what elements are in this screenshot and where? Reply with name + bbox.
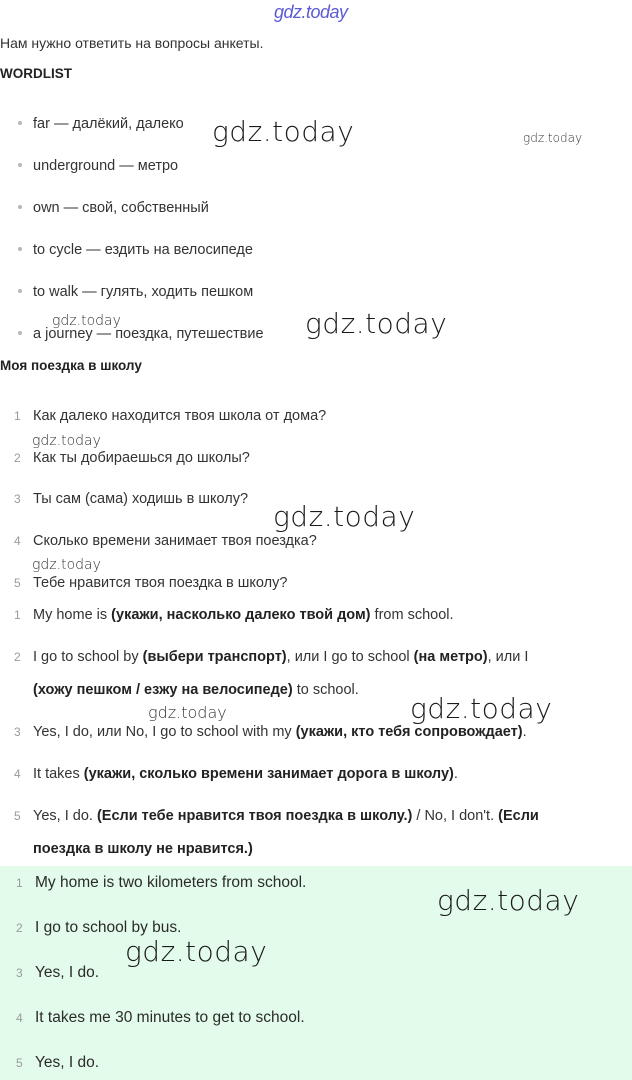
watermark: gdz.today	[273, 500, 416, 533]
watermark: gdz.today	[523, 131, 583, 145]
bullet-icon	[18, 205, 22, 209]
watermark: gdz.today	[32, 557, 101, 573]
template-item-continuation: поездка в школу не нравится.)	[33, 841, 253, 857]
template-item: 4 It takes (укажи, сколько времени занимает дорога в школу).	[14, 766, 458, 782]
question-item: 5 Тебе нравится твоя поездка в школу?	[14, 575, 288, 591]
wordlist-item: own — свой, собственный	[18, 200, 209, 216]
bullet-icon	[18, 331, 22, 335]
watermark: gdz.today	[125, 935, 268, 968]
watermark: gdz.today	[305, 307, 448, 340]
template-item-continuation: (хожу пешком / езжу на велосипеде) to school.	[33, 682, 359, 698]
wordlist-heading: WORDLIST	[0, 66, 72, 81]
questions-heading: Моя поездка в школу	[0, 358, 142, 373]
wordlist-item: underground — метро	[18, 158, 178, 174]
watermark: gdz.today	[410, 692, 553, 725]
question-item: 3 Ты сам (сама) ходишь в школу?	[14, 491, 249, 507]
intro-text: Нам нужно ответить на вопросы анкеты.	[0, 35, 264, 51]
watermark: gdz.today	[212, 115, 355, 148]
wordlist-item: far — далёкий, далеко	[18, 116, 184, 132]
bullet-icon	[18, 121, 22, 125]
bullet-icon	[18, 289, 22, 293]
answer-item: 1 My home is two kilometers from school.	[16, 874, 307, 891]
answer-item: 3 Yes, I do.	[16, 964, 100, 981]
wordlist-item: to cycle — ездить на велосипеде	[18, 242, 253, 258]
bullet-icon	[18, 247, 22, 251]
bullet-icon	[18, 163, 22, 167]
template-item: 1 My home is (укажи, насколько далеко твой дом) from school.	[14, 607, 454, 623]
watermark: gdz.today	[148, 703, 227, 722]
watermark: gdz.today	[32, 433, 101, 449]
question-item: 4 Сколько времени занимает твоя поездка?	[14, 533, 317, 549]
watermark: gdz.today	[437, 884, 580, 917]
template-item: 3 Yes, I do, или No, I go to school with my (укажи, кто тебя сопровождает).	[14, 724, 527, 740]
template-item: 5 Yes, I do. (Если тебе нравится твоя поездка в школу.) / No, I don't. (Если	[14, 808, 539, 824]
wordlist-item: to walk — гулять, ходить пешком	[18, 284, 253, 300]
template-item: 2 I go to school by (выбери транспорт), или I go to school (на метро), или I	[14, 649, 529, 665]
answer-item: 2 I go to school by bus.	[16, 919, 182, 936]
site-logo[interactable]: gdz.today	[274, 2, 348, 22]
wordlist-item: a journey — поездка, путешествие	[18, 326, 264, 342]
answer-item: 4 It takes me 30 minutes to get to school.	[16, 1009, 305, 1026]
question-item: 2 Как ты добираешься до школы?	[14, 450, 250, 466]
answer-item: 5 Yes, I do.	[16, 1054, 100, 1071]
watermark: gdz.today	[52, 313, 121, 329]
question-item: 1 Как далеко находится твоя школа от дома?	[14, 408, 327, 424]
